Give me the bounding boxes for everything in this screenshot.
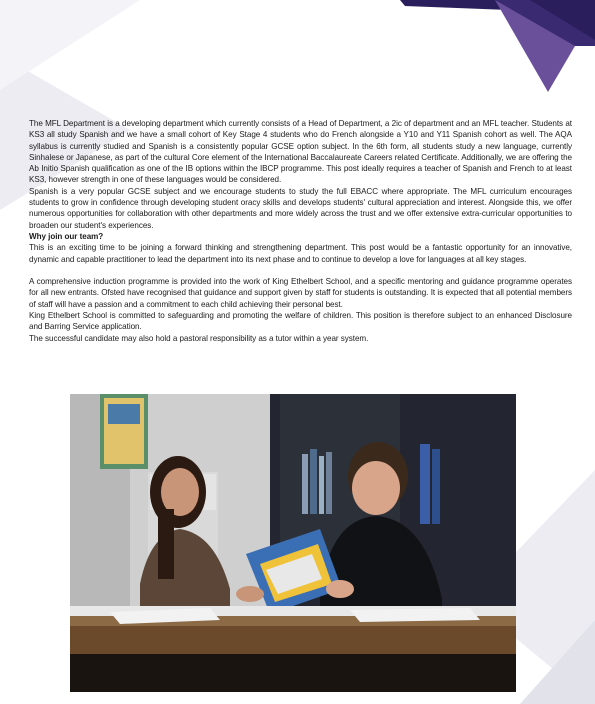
bg-triangle-left-2 [0, 0, 140, 90]
heading-why-join: Why join our team? [29, 231, 104, 241]
paragraph-pastoral: The successful candidate may also hold a pastoral responsibility as a tutor within a year system. [29, 333, 369, 343]
paragraph-opportunity: This is an exciting time to be joining a forward thinking and strengthening department. This post would be a fantastic opportunity for an innovative, dynamic and capable practitioner to lead the department into its next phase and to continue to develop a love for languages at all key stages. [29, 243, 572, 264]
body-text [29, 118, 572, 344]
students-photo [70, 394, 516, 692]
paragraph-spanish: Spanish is a very popular GCSE subject and we encourage students to study the full EBACC where appropriate. The MFL curriculum encourages students to grow in confidence through developing student oracy skills and develops students' cultural appreciation and interest. Alongside this, we offer numerous opportunities for collaboration with other departments and more widely across the trust and we offer extensive extra-curricular opportunities to broaden our student's experiences. [29, 186, 572, 230]
paragraph-safeguarding: King Ethelbert School is committed to safeguarding and promoting the welfare of children. This position is therefore subject to an enhanced Disclosure and Barring Service application. [29, 311, 572, 332]
spacer [29, 265, 572, 276]
photo-illustration [70, 394, 516, 692]
paragraph-induction: A comprehensive induction programme is provided into the work of King Ethelbert School, and a specific mentoring and guidance programme operates for all new entrants. Ofsted have recognised that guidance and support given by staff for students is outstanding. It is expected that all potential members of staff will have a passion and a commitment to each child achieving their personal best. [29, 277, 572, 309]
paragraph-department: The MFL Department is a developing department which currently consists of a Head of Department, a 2ic of department and an MFL teacher. Students at KS3 all study Spanish and we have a small cohort of Key Stage 4 students who do French alongside a Y10 and Y11 Spanish cohort as well. The AQA syllabus is currently studied and Spanish is a consistently popular GCSE option subject. In the 6th form, all students study a new language, currently Sinhalese or Japanese, as part of the cultural Core element of the International Baccalaureate Careers related Certificate. Additionally, we are offering the Ab Initio Spanish qualification as one of the IB options within the IBCP programme. This post ideally requires a teacher of Spanish and French to at least KS3, however strength in one of these languages would be considered. [29, 119, 572, 185]
